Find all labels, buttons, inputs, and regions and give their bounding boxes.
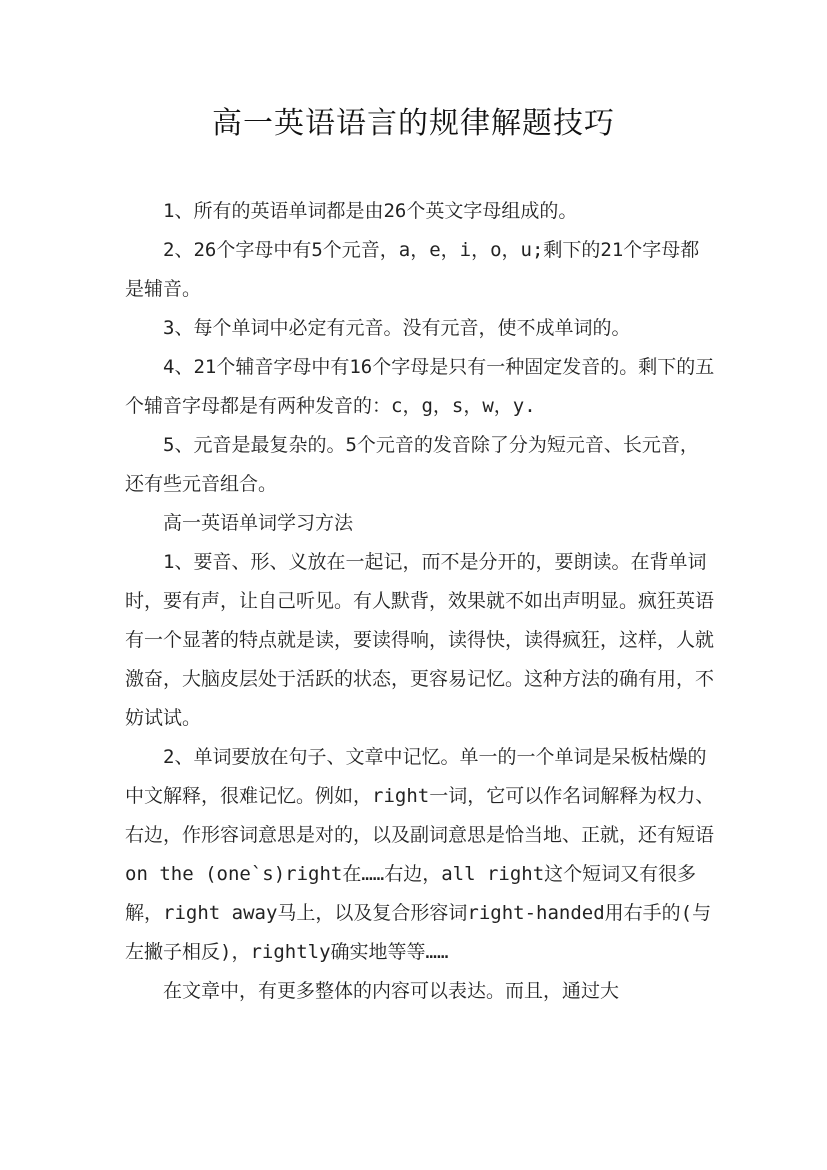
rule-paragraph-3: 3、每个单词中必定有元音。没有元音，使不成单词的。 [163, 317, 631, 339]
method-paragraph-1: 1、要音、形、义放在一起记，而不是分开的，要朗读。在背单词时，要有声，让自己听见。有人默背，效果就不如出声明显。疯狂英语有一个显著的特点就是读，要读得响，读得快，读得疯狂，这样，人就激奋，大脑皮层处于活跃的状态，更容易记忆。这种方法的确有用，不妨试试。 [125, 551, 715, 729]
rule-paragraph-1: 1、所有的英语单词都是由26个英文字母组成的。 [163, 200, 578, 222]
section-subheading: 高一英语单词学习方法 [163, 512, 354, 534]
rule-paragraph-5: 5、元音是最复杂的。5个元音的发音除了分为短元音、长元音，还有些元音组合。 [125, 434, 699, 495]
rule-paragraph-4: 4、21个辅音字母中有16个字母是只有一种固定发音的。剩下的五个辅音字母都是有两种发音的：c，g，s，w，y. [125, 356, 715, 417]
method-paragraph-3: 在文章中，有更多整体的内容可以表达。而且，通过大 [163, 980, 620, 1002]
rule-paragraph-2: 2、26个字母中有5个元音，a，e，i，o，u;剩下的21个字母都是辅音。 [125, 239, 700, 300]
document-body [125, 192, 715, 1011]
method-paragraph-2: 2、单词要放在句子、文章中记忆。单一的一个单词是呆板枯燥的中文解释，很难记忆。例如，right一词，它可以作名词解释为权力、右边，作形容词意思是对的，以及副词意思是恰当地、正就，还有短语on the (one`s)right在……右边，all right这个短词又有很多解，right away马上，以及复合形容词right-handed用右手的(与左撇子相反)，rightly确实地等等…… [125, 746, 715, 963]
document-title: 高一英语语言的规律解题技巧 [212, 106, 615, 141]
